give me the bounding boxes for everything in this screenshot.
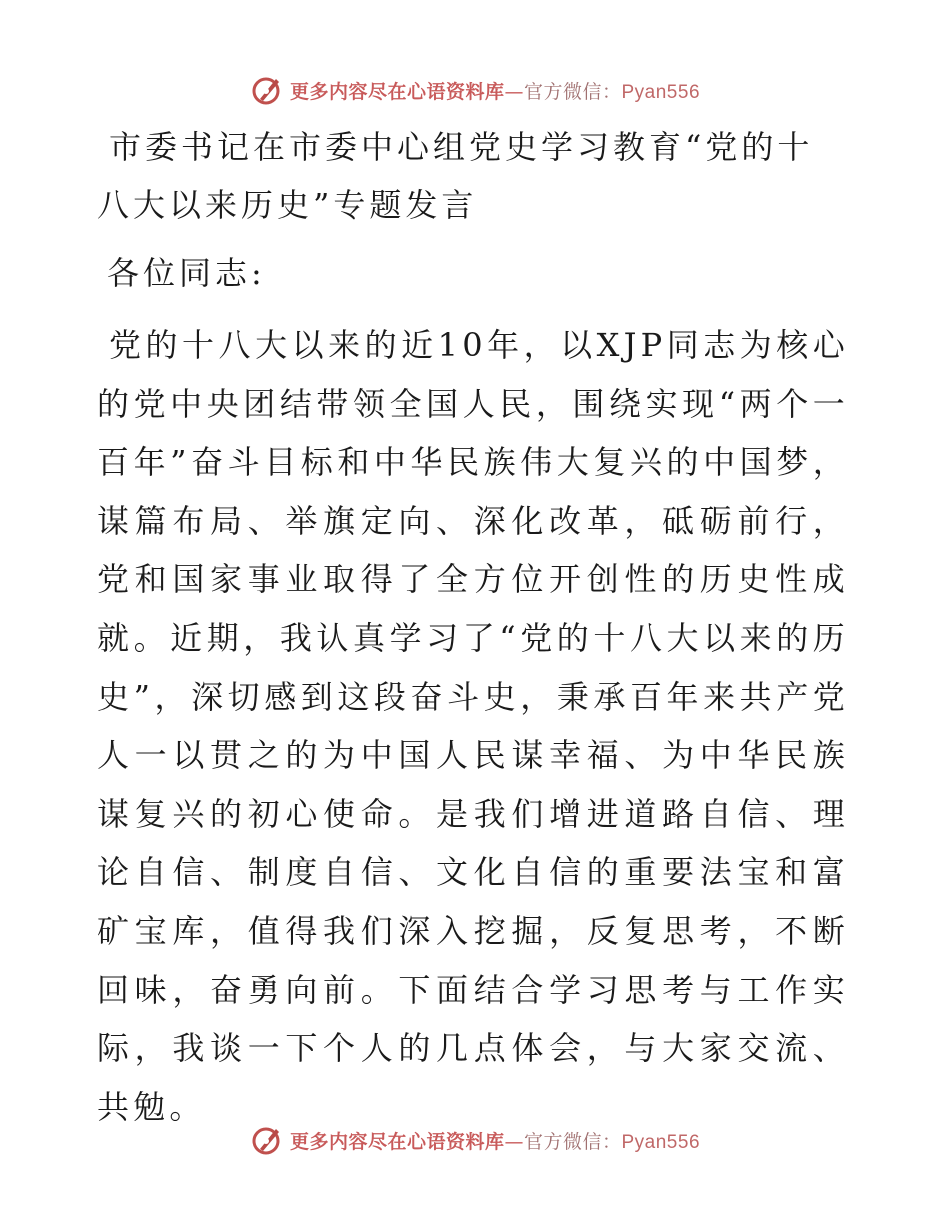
quill-pen-circle-icon bbox=[250, 73, 284, 107]
watermark-wechat-label: 官方微信： bbox=[523, 1130, 622, 1153]
watermark-wechat-id: Pyan556 bbox=[621, 81, 701, 103]
header-watermark bbox=[0, 70, 950, 110]
footer-watermark bbox=[0, 1120, 950, 1160]
watermark-dash: — bbox=[504, 1130, 524, 1153]
watermark-wechat-id: Pyan556 bbox=[621, 1131, 701, 1153]
document-greeting: 各位同志: bbox=[107, 254, 266, 292]
document-body-paragraph: 党的十八大以来的近10年，以XJP同志为核心的党中央团结带领全国人民，围绕实现“两个一百年”奋斗目标和中华民族伟大复兴的中国梦，谋篇布局、举旗定向、深化改革，砥砺前行，党和国家事业取得了全方位开创性的历史性成就。近期，我认真学习了“党的十八大以来的历史”，深切感到这段奋斗史，秉承百年来共产党人一以贯之的为中国人民谋幸福、为中华民族谋复兴的初心使命。是我们增进道路自信、理论自信、制度自信、文化自信的重要法宝和富矿宝库，值得我们深入挖掘，反复思考，不断回味，奋勇向前。下面结合学习思考与工作实际，我谈一下个人的几点体会，与大家交流、共勉。 bbox=[97, 326, 849, 1126]
watermark-dash: — bbox=[504, 80, 524, 103]
document-content bbox=[97, 118, 849, 1136]
document-title: 市委书记在市委中心组党史学习教育“党的十八大以来历史”专题发言 bbox=[97, 128, 814, 224]
watermark-text bbox=[290, 77, 700, 104]
watermark-text bbox=[290, 1127, 700, 1154]
watermark-wechat-label: 官方微信： bbox=[523, 80, 622, 103]
watermark-main-text: 更多内容尽在心语资料库 bbox=[289, 80, 505, 103]
quill-pen-circle-icon bbox=[250, 1123, 284, 1157]
watermark-main-text: 更多内容尽在心语资料库 bbox=[289, 1130, 505, 1153]
